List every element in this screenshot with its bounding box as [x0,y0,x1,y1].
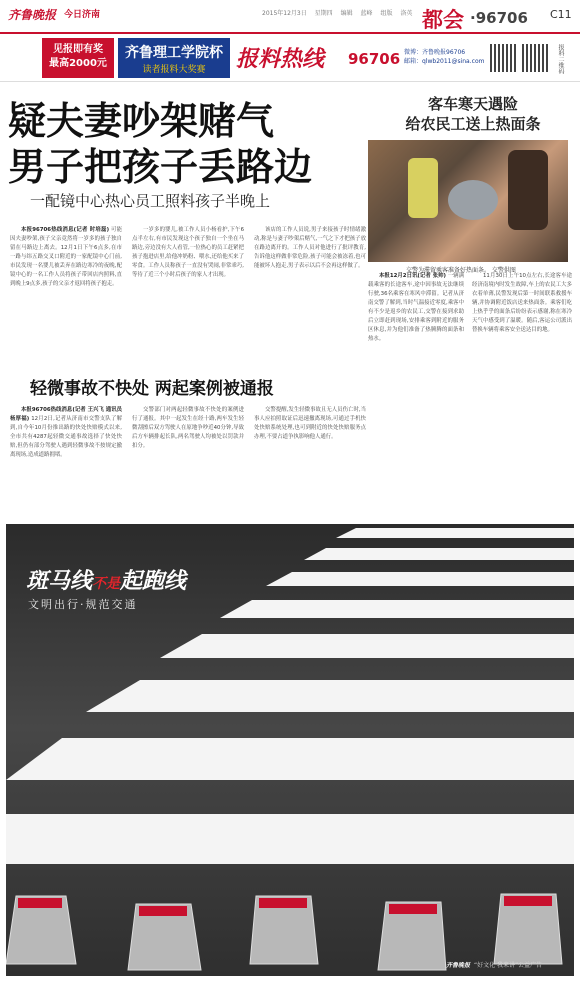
hotline-ad-banner [0,38,580,82]
accident-headline: 轻微事故不快处 两起案例被通报 [30,379,274,399]
section-hotline: ·96706 [470,9,528,27]
side-text-2: 11月30日上午10点左右,长途客车途经济南境内时发生故障,车上的农民工大多衣着单薄,民警发现后第一时间联系救援车辆,并协调附近饭店送来热面条。乘客们吃上热乎乎的面条后纷纷表示感谢,称在寒冷天气中感受到了温暖。随后,客运公司派出替换车辆将乘客安全送达目的地。 [472,273,572,333]
qr-label: 报料二维码 [557,44,564,74]
contact-info [404,48,484,66]
issue-meta [262,8,418,17]
ad-footer [446,960,542,969]
layout-label: 组版 [380,10,393,17]
main-article-col-1 [10,226,122,346]
slogan-part-3: 起跑线 [120,568,187,594]
reward-line-1: 见报即有奖 [53,44,103,55]
reward-box [42,38,114,78]
main-headline [8,98,353,190]
main-subheadline: 一配镜中心热心员工照料孩子半晚上 [30,192,271,210]
qr-code-icon [490,44,518,72]
main-article-col-3 [254,226,366,346]
police-figure [408,158,438,218]
slogan-part-2: 不是 [92,576,121,592]
issue-weekday: 星期四 [314,10,333,17]
contest-box [118,38,230,78]
page-header [0,0,580,34]
news-photo [368,140,568,262]
side-text-1: 一辆满载乘客的长途客车,途中因事故无法继续行驶,36名乘客在寒风中滞留。记者从济南交警了解到,当时气温接近零度,乘客中有不少是返乡的农民工,交警在接到求助后立即赶到现场,安排乘客到附近的服务区休息,并为他们准备了热腾腾的面条和热水。 [368,273,464,342]
side-headline-line-1: 客车寒天遇险 [427,95,518,113]
ad-tagline: 文明出行·规范交通 [28,598,138,611]
public-service-ad [6,524,574,976]
main-text-3: 该店的工作人员说,男子来接孩子时情绪激动,称是与妻子吵架后赌气,一气之下才把孩子放在路边离开的。工作人员对他进行了批评教育,告诉他这样做非常危险,孩子可能会被冻着,也可能被坏人抱走,男子表示以后不会再这样做了。 [254,227,366,269]
email-line: 邮箱：qlwb2011@sina.com [404,58,485,65]
hotline-number: 96706 [348,50,401,68]
main-text-2: 一岁多的婴儿,被工作人员小杨看护,下午6点半左右,有市民发现这个孩子独自一个坐在马路边,旁边没有大人看管,一位热心的员工赶紧把孩子抱进店里,给他冲奶粉、喂水,还给他买来了零食。工作人员称孩子一直没有哭闹,非常乖巧,等待了近三个小时后孩子的家人才出现。 [132,227,244,278]
main-headline-line-1: 疑夫妻吵架赌气 [8,98,275,143]
issue-date: 2015年12月3日 [262,10,307,17]
accident-col-2 [132,406,244,516]
photo-caption: 交警为滞留乘客准备好热面条。 交警供图 [406,267,516,274]
editor-name: 蓝峰 [360,10,373,17]
reward-line-2: 最高2000元 [49,58,107,69]
accident-text-2: 交警部门对两起轻微事故不快处的案例进行了通报。其中一起发生在经十路,两车发生轻微刮擦后双方驾驶人在原地争吵近40分钟,导致后方车辆排起长队,两名驾驶人均被处以罚款并扣分。 [132,407,244,449]
editor-label: 编辑 [340,10,353,17]
side-byline: 本报12月2日讯(记者 张帅) [379,273,446,279]
hotline-title: 报料热线 [236,47,325,72]
side-headline [368,94,578,134]
main-article-col-2 [132,226,244,346]
ad-footer-brand: 齐鲁晚报 [446,962,471,969]
side-headline-line-2: 给农民工送上热面条 [405,115,541,133]
layout-name: 洛英 [400,10,413,17]
contest-title: 齐鲁理工学院杯 [125,45,223,61]
accident-col-3 [254,406,366,516]
edition-label: 今日济南 [64,10,101,20]
passenger-figure [508,150,548,230]
accident-text-1: 12月2日,记者从济南市交警支队了解到,自今年10月份推出路的快处快赔模式以来,全市共有4287起轻微交通事故选择了快处快赔,但仍有部分驾驶人遇到轻微事故不按规定撤离现场,造成道路拥堵。 [10,416,122,458]
slogan-part-1: 斑马线 [26,568,93,594]
page-number: C11 [550,8,572,21]
ad-slogan [26,564,186,595]
main-headline-line-2: 男子把孩子丢路边 [8,144,313,189]
accident-text-3: 交警提醒,发生轻微事故且无人员伤亡时,当事人应拍照取证后迅速撤离现场,可通过手机快处快赔系统处理,也可到附近的快处快赔服务点办理,不要占道争执影响他人通行。 [254,407,366,440]
main-text-1: 可能因夫妻吵架,孩子父亲竟然将一岁多的孩子独自留在马路边上离去。12月1日下午6点多,在市一路与纬五路交叉口附近的一家配镜中心门前,市民发现一名婴儿被丢弃在路边寒冷的夜晚,配镜中心的一名工作人员将孩子带回店内照料,直到晚上9点多,孩子的父亲才返回将孩子抱走。 [10,227,122,287]
accident-col-1 [10,406,122,516]
section-title: 都会 [422,8,464,32]
contest-subtitle: 读者报料大奖赛 [142,65,206,75]
noodle-pot [448,180,498,220]
qr-code-icon [522,44,550,72]
accident-byline: 本报96706热线消息(记者 王兴飞 通讯员 杨厚福) [10,407,122,422]
ad-footer-text: “好文化 我来讲”公益广告 [474,962,543,969]
newspaper-logo: 齐鲁晚报 [8,8,57,22]
weibo-line: 微博：齐鲁晚报96706 [404,49,466,56]
main-byline: 本报96706热线消息(记者 时培磊) [21,227,110,233]
